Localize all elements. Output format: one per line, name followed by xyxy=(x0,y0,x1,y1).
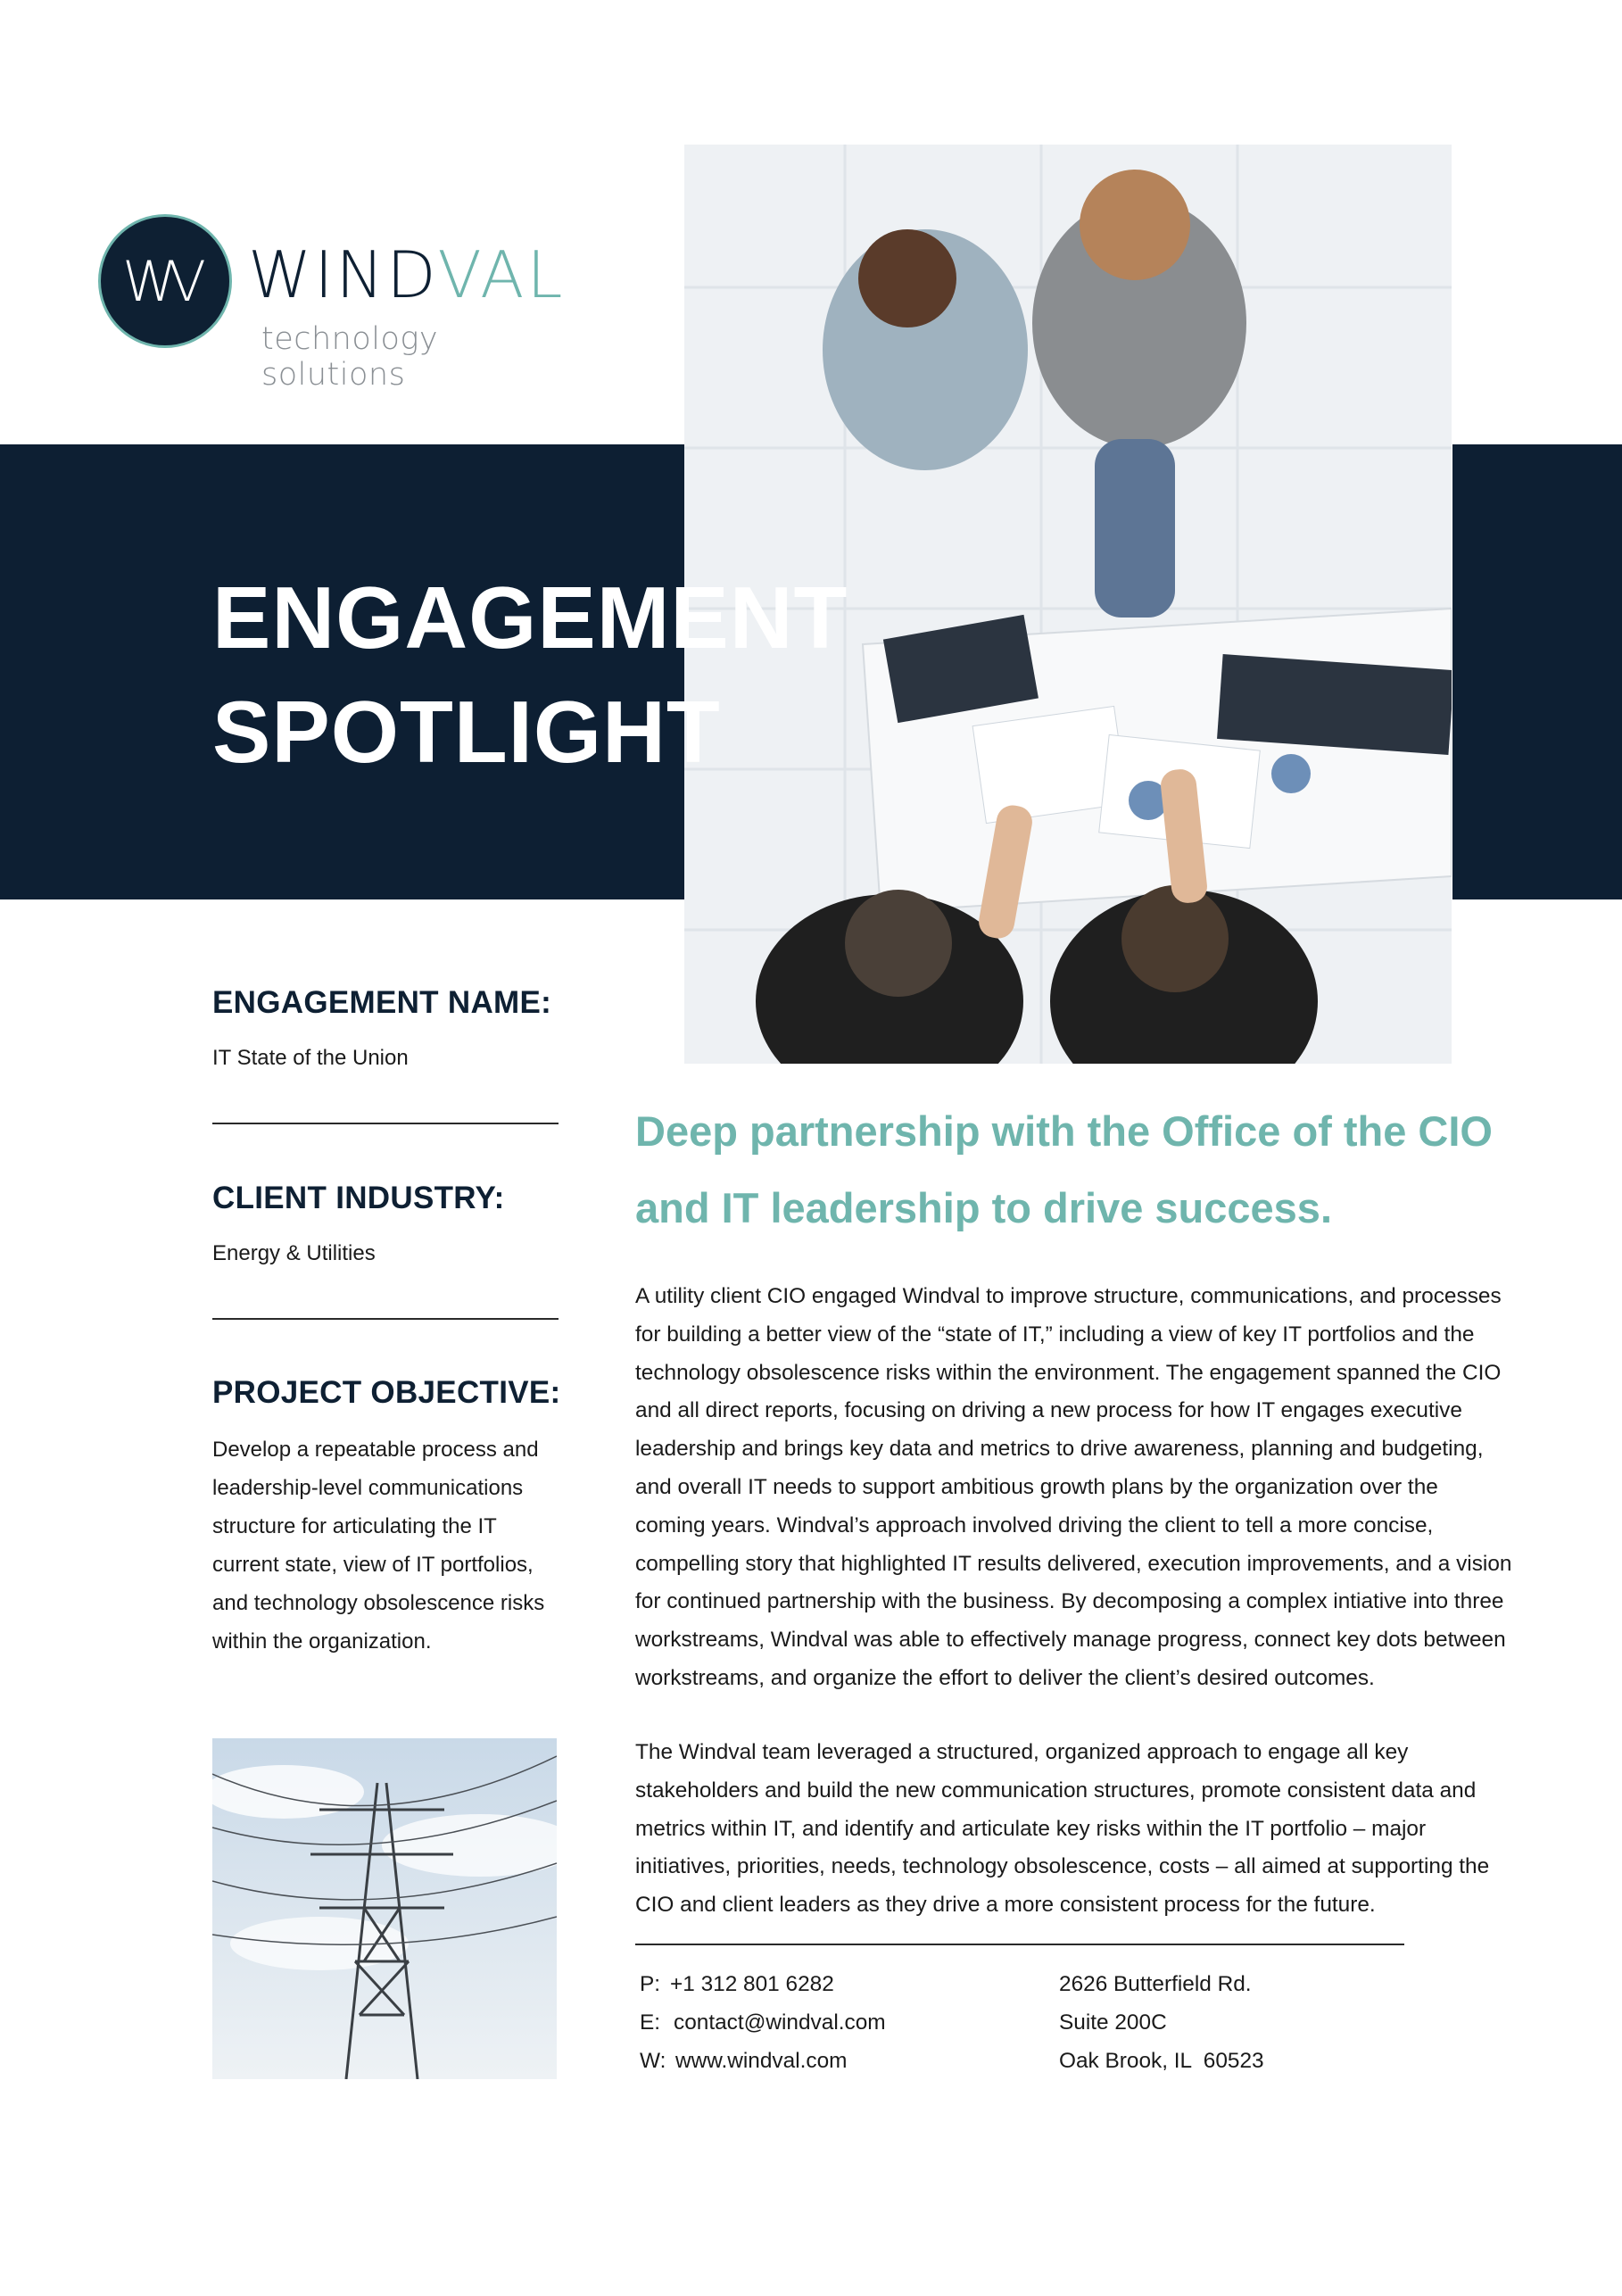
project-objective-line: leadership-level communications xyxy=(212,1476,524,1500)
page-title-line1: ENGAGEMENT xyxy=(212,568,848,667)
paragraph-line: The Windval team leveraged a structured, organized approach to engage all key xyxy=(635,1740,1409,1764)
website-link[interactable]: www.windval.com xyxy=(675,2048,848,2073)
project-objective-line: current state, view of IT portfolios, xyxy=(212,1553,534,1577)
project-objective-line: and technology obsolescence risks xyxy=(212,1591,545,1615)
paragraph-line: stakeholders and build the new communication structures, promote consistent data and xyxy=(635,1778,1477,1803)
client-industry-value: Energy & Utilities xyxy=(212,1241,376,1265)
logo-tagline: technology solutions xyxy=(261,321,439,393)
project-objective-text xyxy=(212,1430,544,1661)
page-title xyxy=(212,560,848,789)
contact-phone xyxy=(640,1966,886,2004)
web-label: W: xyxy=(640,2048,666,2073)
paragraph-line: workstreams, Windval was able to effectively manage progress, connect key dots between xyxy=(635,1628,1506,1653)
email-label: E: xyxy=(640,2010,661,2035)
paragraph-line: CIO and client leaders as they drive a more consistent process for the future. xyxy=(635,1893,1376,1918)
client-industry-label: CLIENT INDUSTRY: xyxy=(212,1181,505,1215)
contact-info xyxy=(640,1966,886,2080)
address-line: 2626 Butterfield Rd. xyxy=(1059,1972,1252,1996)
power-pylon-photo xyxy=(212,1738,557,2079)
email-link[interactable]: contact@windval.com xyxy=(674,2010,886,2035)
address-line: Suite 200C xyxy=(1059,2010,1167,2035)
paragraph-line: coming years. Windval’s approach involved driving the client to tell a more concise, xyxy=(635,1513,1434,1538)
tagline-line1: Deep partnership with the Office of the CIO xyxy=(635,1107,1493,1155)
page-title-line2: SPOTLIGHT xyxy=(212,683,721,781)
divider xyxy=(212,1318,559,1320)
paragraph-2 xyxy=(635,1734,1527,1925)
paragraph-line: for continued partnership with the business. By decomposing a complex intiative into three xyxy=(635,1589,1504,1614)
banner-right-strip xyxy=(1452,444,1622,899)
paragraph-line: leadership and brings key data and metrics to drive awareness, planning and budgeting, xyxy=(635,1437,1484,1462)
paragraph-1 xyxy=(635,1278,1527,1698)
tagline-line2: and IT leadership to drive success. xyxy=(635,1184,1333,1231)
paragraph-line: workstreams, and organize the effort to deliver the client’s desired outcomes. xyxy=(635,1665,1375,1690)
tagline-heading xyxy=(635,1093,1572,1247)
paragraph-line: compelling story that highlighted IT results delivered, execution improvements, and a vision xyxy=(635,1551,1512,1576)
contact-email xyxy=(640,2004,886,2043)
paragraph-line: metrics within IT, and identify and articulate key risks within the IT portfolio – major xyxy=(635,1816,1427,1841)
power-pylon-illustration xyxy=(212,1738,557,2079)
paragraph-line: A utility client CIO engaged Windval to improve structure, communications, and processes xyxy=(635,1284,1502,1308)
logo-wordmark-part2: VAL xyxy=(437,237,566,312)
address-block xyxy=(1059,1966,1264,2080)
project-objective-line: Develop a repeatable process and xyxy=(212,1438,539,1462)
logo-wordmark xyxy=(248,237,566,312)
engagement-name-label: ENGAGEMENT NAME: xyxy=(212,985,552,1020)
divider xyxy=(212,1123,559,1124)
paragraph-line: technology obsolescence risks within the environment. The engagement spanned the CIO xyxy=(635,1360,1502,1385)
project-objective-line: within the organization. xyxy=(212,1629,432,1654)
phone-label: P: xyxy=(640,1972,661,1996)
contact-web xyxy=(640,2043,886,2081)
project-objective-label: PROJECT OBJECTIVE: xyxy=(212,1375,561,1410)
windval-logo xyxy=(96,211,578,393)
paragraph-line: and overall IT needs to support ambitious growth plans by the organization over the xyxy=(635,1474,1438,1499)
paragraph-line: initiatives, priorities, needs, technology obsolescence, costs – all aimed at supporting the xyxy=(635,1854,1490,1879)
logo-monogram: WV xyxy=(98,214,232,348)
engagement-name-value: IT State of the Union xyxy=(212,1046,409,1070)
paragraph-line: and all direct reports, focusing on driving a new process for how IT engages executive xyxy=(635,1398,1462,1423)
footer-divider xyxy=(635,1944,1404,1945)
project-objective-line: structure for articulating the IT xyxy=(212,1514,497,1538)
logo-wordmark-part1: WIND xyxy=(248,237,438,312)
paragraph-line: for building a better view of the “state of IT,” including a view of key IT portfolios and the xyxy=(635,1322,1475,1347)
address-line: Oak Brook, IL 60523 xyxy=(1059,2048,1264,2073)
phone-number[interactable]: +1 312 801 6282 xyxy=(670,1972,834,1996)
